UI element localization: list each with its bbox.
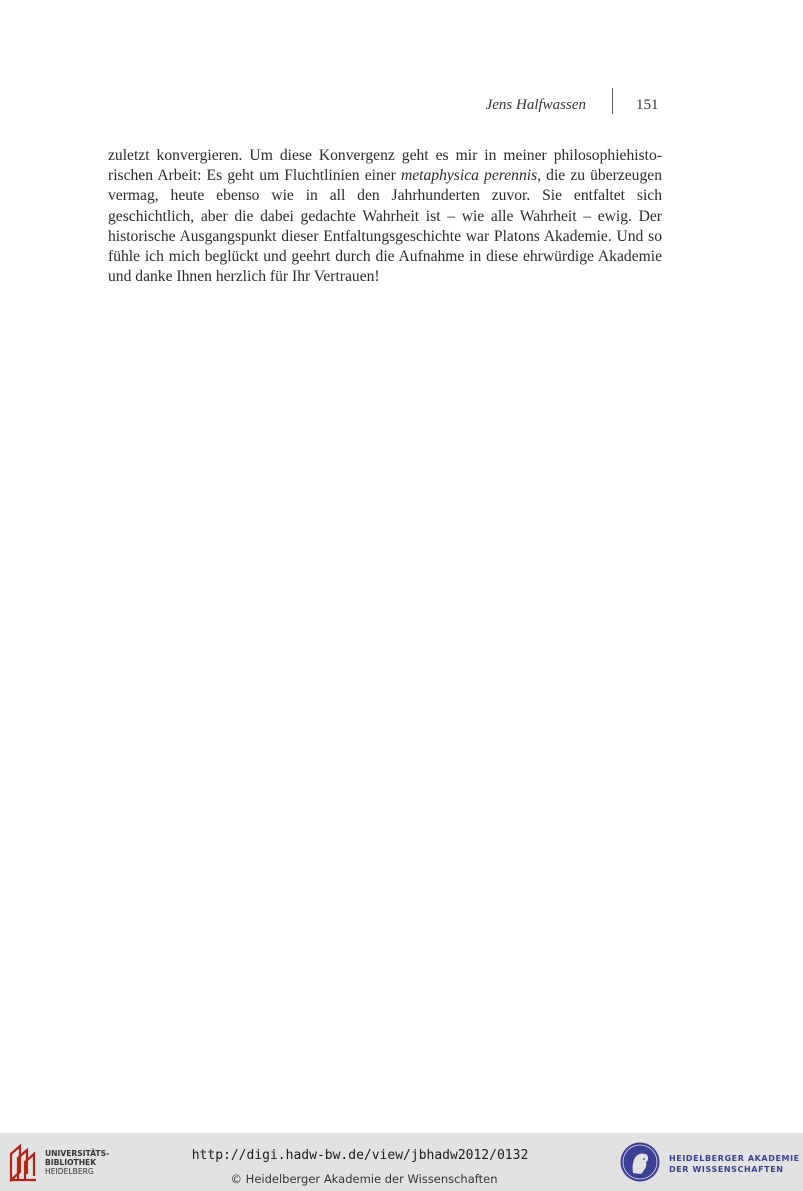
academy-logo[interactable] bbox=[619, 1140, 803, 1186]
permalink-url[interactable]: http://digi.hadw-bw.de/view/jbhadw2012/0132 bbox=[191, 1148, 529, 1163]
library-logo-line-1: UNIVERSITÄTS- bbox=[45, 1149, 110, 1158]
academy-logo-text bbox=[669, 1153, 800, 1175]
academy-logo-line-2: DER WISSENSCHAFTEN bbox=[669, 1165, 784, 1174]
body-text-segment-3: , die zu überzeugen vermag, heute ebenso wie in all den Jahrhunderten zuvor. Sie entfaltet sich geschichtlich, aber die dabei gedachte Wahrheit ist – wie alle Wahrheit – ewig. Der historische Ausgangspunkt dieser Entfaltungsgeschichte war Platons Akademie. Und so fühle ich mich beglückt und geehrt durch die Aufnahme in diese ehrwürdige Akademie und danke Ihnen herzlich für Ihr Vertrauen! bbox=[108, 167, 662, 286]
academy-seal-icon bbox=[619, 1140, 661, 1184]
body-text-italic-term: metaphysica perennis bbox=[400, 167, 538, 185]
running-header bbox=[0, 96, 803, 116]
running-header-author: Jens Halfwassen bbox=[485, 97, 586, 113]
library-logo-line-2: BIBLIOTHEK bbox=[45, 1158, 97, 1167]
footer-bar bbox=[0, 1133, 803, 1191]
header-divider bbox=[612, 88, 613, 114]
body-text bbox=[108, 146, 662, 287]
library-logo-line-3: HEIDELBERG bbox=[45, 1167, 94, 1176]
academy-logo-line-1: HEIDELBERGER AKADEMIE bbox=[669, 1154, 800, 1163]
page-number: 151 bbox=[636, 97, 659, 113]
body-paragraph bbox=[108, 146, 662, 287]
body-text-segment-1: zuletzt konvergieren. Um diese Konvergenz geht es mir in meiner philosophiehistorischen Arbeit: Es geht um Fluchtlinien einer bbox=[108, 147, 662, 185]
copyright-notice: © Heidelberger Akademie der Wissenschaften bbox=[230, 1172, 498, 1186]
